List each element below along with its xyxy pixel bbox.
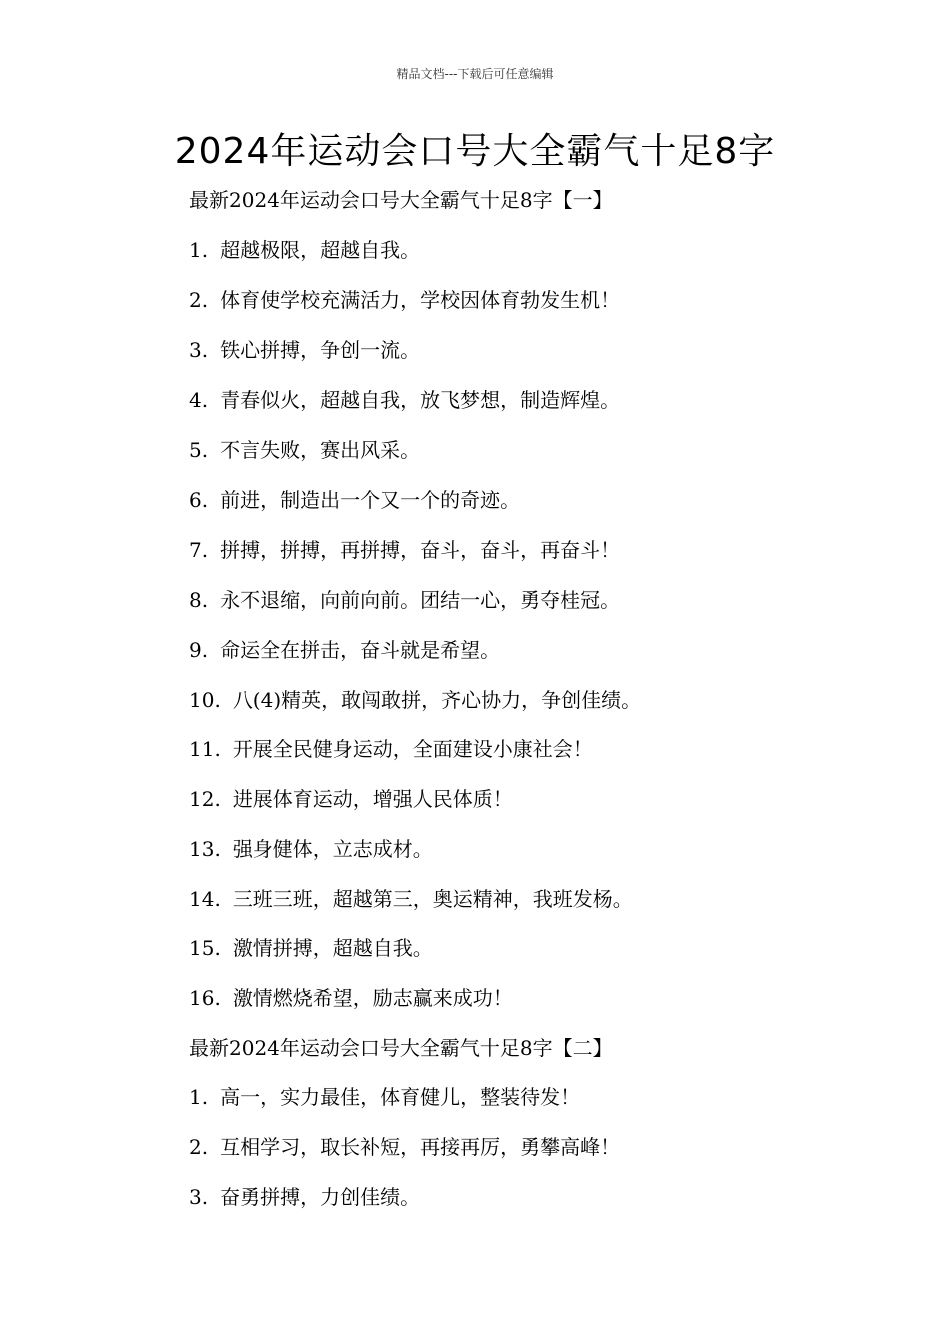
item-number: 1. — [189, 1085, 209, 1109]
page-title: 2024年运动会口号大全霸气十足8字 — [174, 131, 776, 172]
item-text: 八(4)精英，敢闯敢拼，齐心协力，争创佳绩。 — [232, 688, 642, 712]
item-text: 激情拼搏，超越自我。 — [232, 936, 433, 960]
item-number: 2. — [189, 288, 209, 312]
item-text: 铁心拼搏，争创一流。 — [220, 338, 421, 362]
item-text: 前进，制造出一个又一个的奇迹。 — [220, 488, 521, 512]
item-number: 5. — [189, 438, 209, 462]
list-item — [189, 337, 420, 363]
item-number: 7. — [189, 538, 209, 562]
list-item — [189, 1134, 620, 1160]
item-text: 高一，实力最佳，体育健儿，整装待发！ — [220, 1085, 581, 1109]
list-item — [189, 387, 620, 413]
section-heading: 最新2024年运动会口号大全霸气十足8字【二】 — [189, 1036, 613, 1060]
item-text: 永不退缩，向前向前。团结一心，勇夺桂冠。 — [220, 588, 621, 612]
item-number: 16. — [189, 986, 221, 1010]
item-number: 11. — [189, 737, 221, 761]
list-item — [189, 687, 641, 713]
item-number: 10. — [189, 688, 221, 712]
item-text: 超越极限，超越自我。 — [220, 238, 421, 262]
item-text: 互相学习，取长补短，再接再厉，勇攀高峰！ — [220, 1135, 621, 1159]
item-text: 青春似火，超越自我，放飞梦想，制造辉煌。 — [220, 388, 621, 412]
item-text: 三班三班，超越第三，奥运精神，我班发杨。 — [232, 887, 633, 911]
item-text: 进展体育运动，增强人民体质！ — [232, 787, 513, 811]
item-text: 激情燃烧希望，励志赢来成功！ — [232, 986, 513, 1010]
list-item — [189, 836, 433, 862]
item-number: 15. — [189, 936, 221, 960]
item-text: 奋勇拼搏，力创佳绩。 — [220, 1185, 421, 1209]
item-text: 开展全民健身运动，全面建设小康社会！ — [232, 737, 593, 761]
list-item — [189, 587, 620, 613]
list-item — [189, 1184, 420, 1210]
header-note: 精品文档---下载后可任意编辑 — [396, 67, 554, 81]
list-item — [189, 237, 420, 263]
list-item — [189, 736, 593, 762]
list-item — [189, 287, 620, 313]
item-number: 1. — [189, 238, 209, 262]
list-item — [189, 487, 520, 513]
item-text: 拼搏，拼搏，再拼搏，奋斗，奋斗，再奋斗！ — [220, 538, 621, 562]
list-item — [189, 637, 500, 663]
list-item — [189, 935, 433, 961]
item-text: 命运全在拼击，奋斗就是希望。 — [220, 638, 501, 662]
item-text: 强身健体，立志成材。 — [232, 837, 433, 861]
item-number: 14. — [189, 887, 221, 911]
list-item — [189, 537, 620, 563]
section-heading: 最新2024年运动会口号大全霸气十足8字【一】 — [189, 188, 613, 212]
list-item — [189, 786, 513, 812]
list-item — [189, 437, 420, 463]
item-number: 6. — [189, 488, 209, 512]
item-text: 体育使学校充满活力，学校因体育勃发生机！ — [220, 288, 621, 312]
item-number: 8. — [189, 588, 209, 612]
item-number: 12. — [189, 787, 221, 811]
item-number: 3. — [189, 1185, 209, 1209]
item-number: 4. — [189, 388, 209, 412]
item-text: 不言失败，赛出风采。 — [220, 438, 421, 462]
item-number: 9. — [189, 638, 209, 662]
list-item — [189, 1084, 580, 1110]
item-number: 2. — [189, 1135, 209, 1159]
item-number: 3. — [189, 338, 209, 362]
list-item — [189, 886, 633, 912]
item-number: 13. — [189, 837, 221, 861]
list-item — [189, 985, 513, 1011]
